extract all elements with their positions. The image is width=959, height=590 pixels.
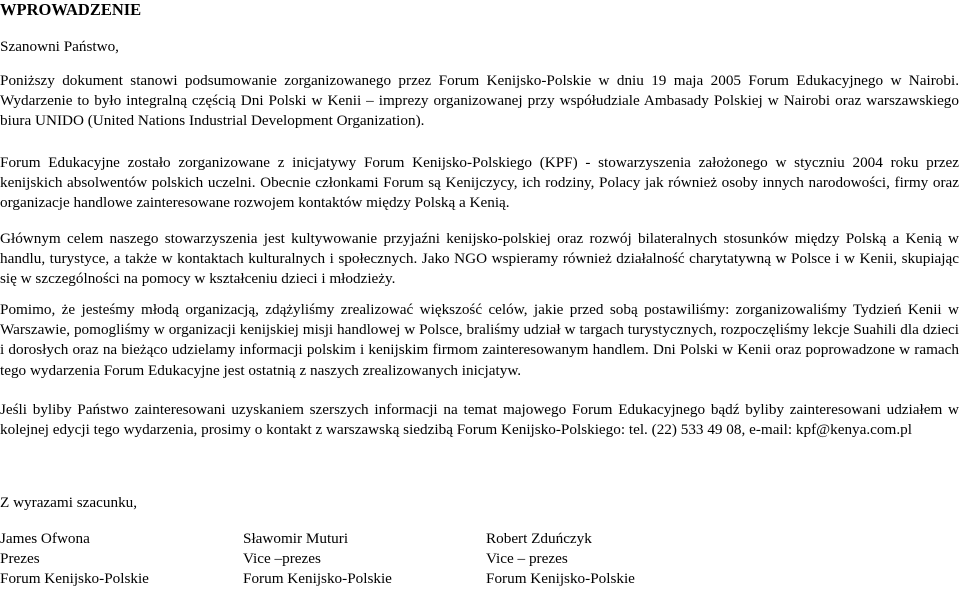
signatory-role: Vice –prezes [243,550,321,568]
signatory-organization: Forum Kenijsko-Polskie [243,570,392,588]
signatory-name: Sławomir Muturi [243,530,349,547]
signature-block [486,529,726,590]
signatory-name: James Ofwona [0,530,90,547]
signature-block [0,529,240,590]
greeting: Szanowni Państwo, [0,38,119,55]
paragraph-achievements: Pomimo, że jesteśmy młodą organizacją, zdążyliśmy zrealizować większość celów, jakie przed sobą postawiliśmy: zorganizowaliśmy Tydzień Kenii w Warszawie, pomogliśmy w organizacji kenijskiej misji handlowej w Polsce, braliśmy udział w targach turystycznych, rozpoczęliśmy lekcje Suahili dla dzieci i dorosłych oraz na bieżąco udzielamy informacji polskim i kenijskim firmom zainteresowanym handlem. Dni Polski w Kenii oraz poprowadzone w ramach tego wydarzenia Forum Edukacyjne jest ostatnią z naszych zrealizowanych inicjatyw. [0,301,959,379]
signatory-role: Prezes [0,550,40,568]
closing-salutation: Z wyrazami szacunku, [0,494,138,511]
document-heading: WPROWADZENIE [0,0,142,19]
signatory-organization: Forum Kenijsko-Polskie [0,570,149,588]
paragraph-introduction: Poniższy dokument stanowi podsumowanie zorganizowanego przez Forum Kenijsko-Polskie w dniu 19 maja 2005 Forum Edukacyjnego w Nairobi. Wydarzenie to było integralną częścią Dni Polski w Kenii – imprezy organizowanej przy współudziale Ambasady Polskiej w Nairobi oraz warszawskiego biura UNIDO (United Nations Industrial Development Organization). [0,72,959,130]
signatory-organization: Forum Kenijsko-Polskie [486,570,635,588]
signature-block [243,529,483,590]
signatory-name: Robert Zduńczyk [486,530,592,547]
paragraph-forum-origin: Forum Edukacyjne zostało zorganizowane z inicjatywy Forum Kenijsko-Polskiego (KPF) - stowarzyszenia założonego w styczniu 2004 roku przez kenijskich absolwentów polskich uczelni. Obecnie członkami Forum są Kenijczycy, ich rodziny, Polacy jak również osoby innych narodowości, firmy oraz organizacje handlowe zainteresowane rozwojem kontaktów między Polską a Kenią. [0,154,959,212]
signatory-role: Vice – prezes [486,550,568,568]
paragraph-goals: Głównym celem naszego stowarzyszenia jest kultywowanie przyjaźni kenijsko-polskiej oraz rozwój bilateralnych stosunków między Polską a Kenią w handlu, turystyce, a także w kontaktach kulturalnych i społecznych. Jako NGO wspieramy również działalność charytatywną w Polsce i w Kenii, skupiając się w szczególności na pomocy w kształceniu dzieci i młodzieży. [0,230,959,288]
paragraph-contact: Jeśli byliby Państwo zainteresowani uzyskaniem szerszych informacji na temat majowego Forum Edukacyjnego bądź byliby zainteresowani udziałem w kolejnej edycji tego wydarzenia, prosimy o kontakt z warszawską siedzibą Forum Kenijsko-Polskiego: tel. (22) 533 49 08, e-mail: kpf@kenya.com.pl [0,401,959,439]
